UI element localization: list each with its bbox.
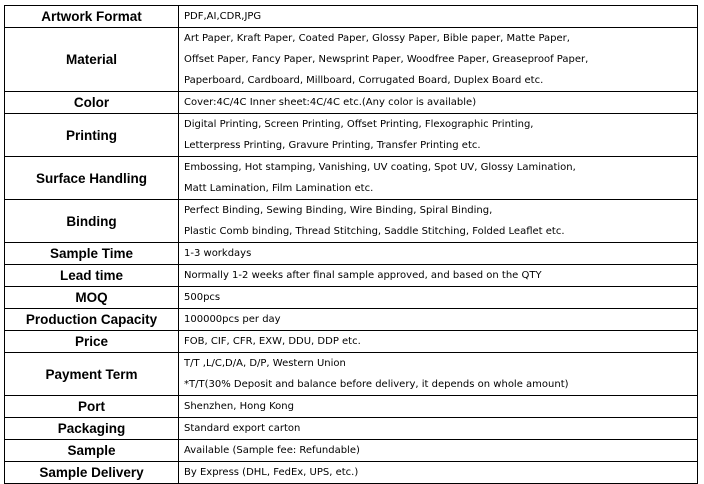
row-value	[179, 353, 698, 396]
value-line: PDF,AI,CDR,JPG	[184, 11, 262, 22]
row-value	[179, 92, 698, 114]
row-value	[179, 287, 698, 309]
row-value	[179, 28, 698, 92]
row-label: Sample Time	[5, 243, 179, 265]
value-line: Offset Paper, Fancy Paper, Newsprint Paper, Woodfree Paper, Greaseproof Paper,	[184, 54, 589, 65]
table-row	[5, 200, 698, 243]
value-line: Art Paper, Kraft Paper, Coated Paper, Glossy Paper, Bible paper, Matte Paper,	[184, 33, 570, 44]
value-line: Plastic Comb binding, Thread Stitching, Saddle Stitching, Folded Leaflet etc.	[184, 226, 565, 237]
value-line: Shenzhen, Hong Kong	[184, 401, 294, 412]
row-value	[179, 114, 698, 157]
table-row	[5, 157, 698, 200]
row-value	[179, 200, 698, 243]
value-line: Cover:4C/4C Inner sheet:4C/4C etc.(Any color is available)	[184, 97, 477, 108]
table-row	[5, 28, 698, 92]
row-label: Color	[5, 92, 179, 114]
row-value	[179, 396, 698, 418]
value-line: Perfect Binding, Sewing Binding, Wire Binding, Spiral Binding,	[184, 205, 493, 216]
row-label: Artwork Format	[5, 6, 179, 28]
row-value	[179, 331, 698, 353]
row-value	[179, 440, 698, 462]
row-label: Payment Term	[5, 353, 179, 396]
row-value	[179, 6, 698, 28]
table-row	[5, 396, 698, 418]
row-label: Material	[5, 28, 179, 92]
value-line: Available (Sample fee: Refundable)	[184, 445, 360, 456]
row-label: Price	[5, 331, 179, 353]
table-row	[5, 331, 698, 353]
row-value	[179, 309, 698, 331]
value-line: 1-3 workdays	[184, 248, 252, 259]
product-spec-table	[4, 5, 698, 484]
row-label: Lead time	[5, 265, 179, 287]
table-row	[5, 462, 698, 484]
row-value	[179, 265, 698, 287]
value-line: Paperboard, Cardboard, Millboard, Corrugated Board, Duplex Board etc.	[184, 75, 544, 86]
table-row	[5, 309, 698, 331]
row-label: Surface Handling	[5, 157, 179, 200]
row-label: Binding	[5, 200, 179, 243]
table-row	[5, 265, 698, 287]
table-row	[5, 114, 698, 157]
row-label: Production Capacity	[5, 309, 179, 331]
table-row	[5, 353, 698, 396]
row-label: Port	[5, 396, 179, 418]
value-line: Matt Lamination, Film Lamination etc.	[184, 183, 374, 194]
value-line: T/T ,L/C,D/A, D/P, Western Union	[184, 358, 346, 369]
value-line: By Express (DHL, FedEx, UPS, etc.)	[184, 467, 359, 478]
value-line: Embossing, Hot stamping, Vanishing, UV coating, Spot UV, Glossy Lamination,	[184, 162, 576, 173]
row-value	[179, 243, 698, 265]
value-line: 500pcs	[184, 292, 221, 303]
row-label: Packaging	[5, 418, 179, 440]
row-label: Printing	[5, 114, 179, 157]
row-label: MOQ	[5, 287, 179, 309]
row-value	[179, 157, 698, 200]
value-line: Digital Printing, Screen Printing, Offset Printing, Flexographic Printing,	[184, 119, 534, 130]
row-label: Sample Delivery	[5, 462, 179, 484]
value-line: 100000pcs per day	[184, 314, 281, 325]
table-row	[5, 243, 698, 265]
value-line: Standard export carton	[184, 423, 301, 434]
table-row	[5, 418, 698, 440]
table-row	[5, 440, 698, 462]
row-value	[179, 462, 698, 484]
table-row	[5, 92, 698, 114]
row-value	[179, 418, 698, 440]
value-line: FOB, CIF, CFR, EXW, DDU, DDP etc.	[184, 336, 361, 347]
table-row	[5, 6, 698, 28]
table-row	[5, 287, 698, 309]
row-label: Sample	[5, 440, 179, 462]
value-line: Letterpress Printing, Gravure Printing, Transfer Printing etc.	[184, 140, 481, 151]
value-line: *T/T(30% Deposit and balance before delivery, it depends on whole amount)	[184, 379, 569, 390]
value-line: Normally 1-2 weeks after final sample approved, and based on the QTY	[184, 270, 542, 281]
